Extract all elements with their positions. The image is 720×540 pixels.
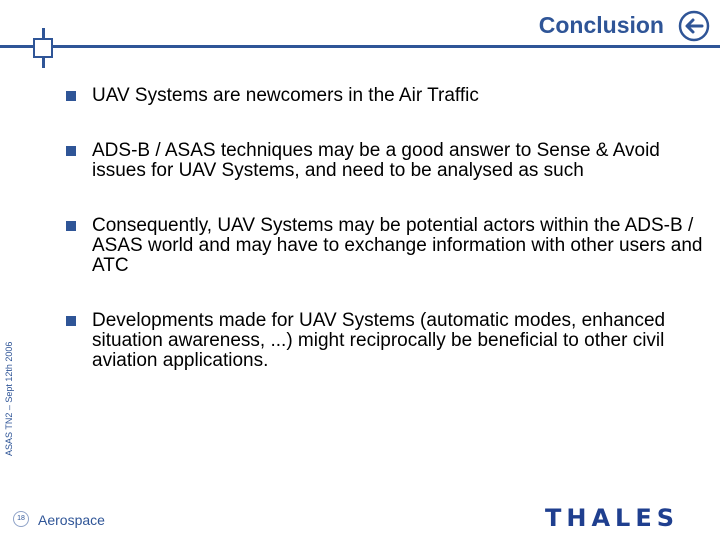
header-crosshair-box: [33, 38, 53, 58]
footer-label: Aerospace: [38, 512, 105, 528]
page-number: 18: [13, 511, 29, 527]
bullet-item: [66, 141, 706, 181]
bullet-square-icon: [66, 91, 76, 101]
header-rule: [0, 45, 720, 48]
arrow-left-icon[interactable]: [678, 10, 710, 42]
bullet-text: Consequently, UAV Systems may be potential actors within the ADS-B / ASAS world and may have to exchange information with other users and ATC: [92, 215, 703, 276]
bullet-text: ADS-B / ASAS techniques may be a good answer to Sense & Avoid issues for UAV Systems, and need to be analysed as such: [92, 140, 660, 181]
bullet-text: Developments made for UAV Systems (automatic modes, enhanced situation awareness, ...) might reciprocally be beneficial to other civil aviation applications.: [92, 310, 666, 371]
bullet-square-icon: [66, 221, 76, 231]
thales-logo: THALES: [545, 504, 680, 532]
page-title: Conclusion: [538, 12, 664, 38]
bullet-square-icon: [66, 316, 76, 326]
side-caption: ASAS TN2 – Sept 12th 2006: [4, 341, 14, 456]
bullet-list: [66, 86, 706, 406]
bullet-square-icon: [66, 146, 76, 156]
bullet-item: [66, 311, 706, 371]
bullet-item: [66, 216, 706, 276]
bullet-text: UAV Systems are newcomers in the Air Traffic: [92, 85, 479, 106]
bullet-item: [66, 86, 706, 106]
